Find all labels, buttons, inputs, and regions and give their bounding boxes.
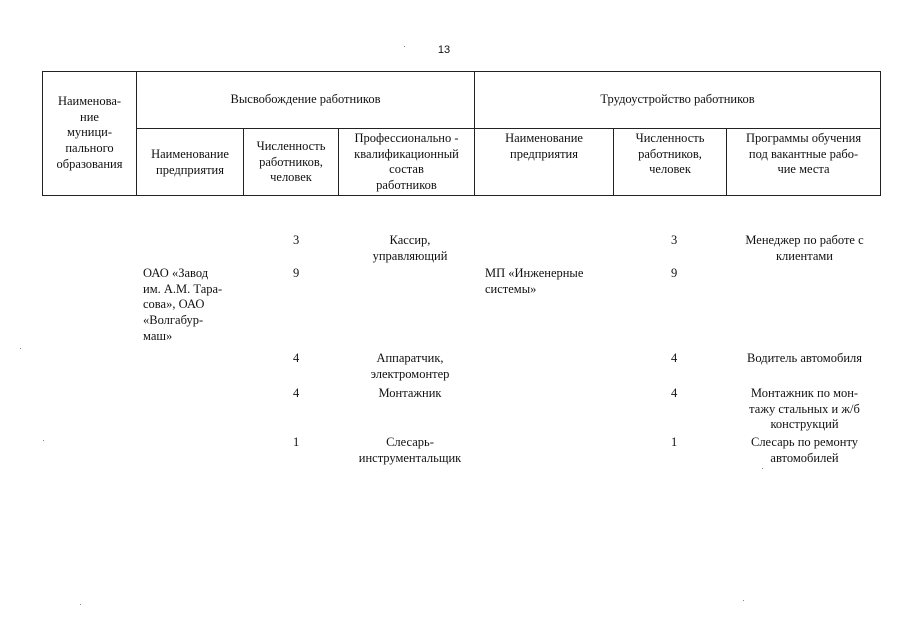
page-number: 13 xyxy=(437,44,451,56)
employment-count: 9 xyxy=(671,266,678,280)
employment-count-header: Численность работников, человек xyxy=(614,129,727,196)
employment-count: 3 xyxy=(671,233,678,247)
scan-speck xyxy=(743,600,744,601)
release-count: 1 xyxy=(293,435,300,449)
employment-program-header: Программы обучения под вакантные рабо- чие места xyxy=(727,129,881,196)
training-program: Менеджер по работе с клиентами xyxy=(745,233,864,263)
release-enterprise: ОАО «Завод им. А.М. Тара- сова», ОАО «Волгабур- маш» xyxy=(143,266,223,343)
profession: Кассир, управляющий xyxy=(372,233,448,263)
employment-count: 4 xyxy=(671,351,678,365)
employment-enterprise-header: Наименование предприятия xyxy=(475,129,614,196)
release-count: 3 xyxy=(293,233,300,247)
training-program: Слесарь по ремонту автомобилей xyxy=(750,435,859,465)
profession: Монтажник xyxy=(378,386,442,400)
employment-group-header: Трудоустройство работников xyxy=(475,72,881,129)
employment-enterprise: МП «Инженерные системы» xyxy=(485,266,584,296)
scan-speck xyxy=(43,440,44,441)
release-profession-header: Профессионально - квалификационный состав работников xyxy=(339,129,475,196)
release-count-header: Численность работников, человек xyxy=(244,129,339,196)
employment-count: 1 xyxy=(671,435,678,449)
scan-speck xyxy=(404,46,405,47)
release-enterprise-header: Наименование предприятия xyxy=(137,129,244,196)
release-count: 4 xyxy=(293,351,300,365)
release-group-header: Высвобождение работников xyxy=(137,72,475,129)
profession: Слесарь- инструментальщик xyxy=(358,435,462,465)
scan-speck xyxy=(80,604,81,605)
header-table xyxy=(42,71,881,196)
profession: Аппаратчик, электромонтер xyxy=(370,351,450,381)
release-count: 4 xyxy=(293,386,300,400)
training-program: Монтажник по мон- тажу стальных и ж/б конструкций xyxy=(749,386,860,432)
scan-speck xyxy=(20,348,21,349)
release-count: 9 xyxy=(293,266,300,280)
municipality-header: Наименова- ние муници- пального образования xyxy=(43,72,137,196)
employment-count: 4 xyxy=(671,386,678,400)
scan-speck xyxy=(762,468,763,469)
training-program: Водитель автомобиля xyxy=(747,351,862,365)
